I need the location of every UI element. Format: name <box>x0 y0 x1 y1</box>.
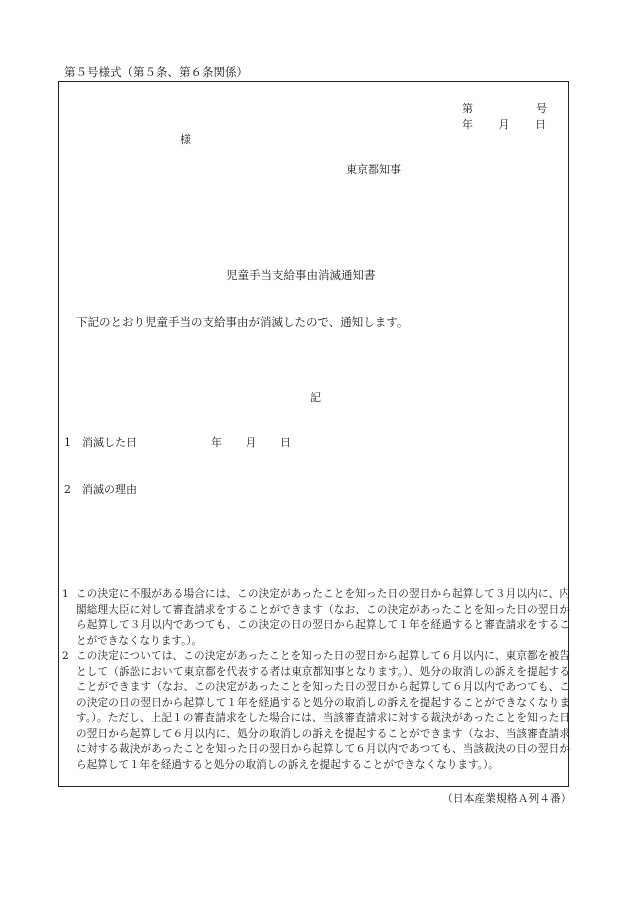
issue-date-day: 日 <box>535 118 546 131</box>
appeal-notes <box>62 587 570 773</box>
item-extinction-reason <box>64 481 137 497</box>
paper-standard-note: （日本産業規格Ａ列４番） <box>442 792 572 805</box>
issue-date-year: 年 <box>462 118 473 131</box>
issue-date <box>462 116 546 132</box>
extinction-date-month: 月 <box>245 436 257 449</box>
issuer: 東京都知事 <box>346 163 401 176</box>
extinction-date-year: 年 <box>211 436 222 449</box>
document-title: 児童手当支給事由消滅通知書 <box>226 268 376 282</box>
item-number: 1 <box>64 436 71 449</box>
document-number-prefix: 第 <box>462 102 473 115</box>
body-text: 下記のとおり児童手当の支給事由が消滅したので、通知します。 <box>76 315 409 329</box>
form-label: 第５号様式（第５条、第６条関係） <box>64 65 248 79</box>
issue-date-month: 月 <box>498 118 510 131</box>
extinction-date-value <box>211 434 291 450</box>
item-label: 消滅の理由 <box>82 483 137 496</box>
note-item <box>62 587 570 649</box>
note-text: この決定については、この決定があったことを知った日の翌日から起算して６月以内に、東京都を被告として（訴訟において東京都を代表する者は東京都知事となります。）、処分の取消しの訴えを提起することができます（なお、この決定があったことを知った日の翌日から起算して６月以内であつても、この決定の日の翌日から起算して１年を経過すると処分の取消しの訴えを提起することができなくなります。）。ただし、上記１の審査請求をした場合には、当該審査請求に対する裁決があったことを知った日の翌日から起算して６月以内に、処分の取消しの訴えを提起することができます（なお、当該審査請求に対する裁決があったことを知った日の翌日から起算して６月以内であつても、当該裁決の日の翌日から起算して１年を経過すると処分の取消しの訴えを提起することができなくなります。）。 <box>76 650 570 771</box>
note-number: 2 <box>62 650 69 662</box>
document-number-suffix: 号 <box>536 102 547 115</box>
note-item <box>62 649 570 773</box>
item-extinction-date <box>64 434 137 450</box>
note-text: この決定に不服がある場合には、この決定があったことを知った日の翌日から起算して３月以内に、内閣総理大臣に対して審査請求をすることができます（なお、この決定があったことを知った日の翌日から起算して３月以内であつても、この決定の日の翌日から起算して１年を経過すると審査請求をすることができなくなります。）。 <box>76 588 570 647</box>
ki-heading: 記 <box>310 391 321 404</box>
item-label: 消滅した日 <box>82 436 137 449</box>
extinction-date-day: 日 <box>280 436 291 449</box>
item-number: 2 <box>64 483 71 496</box>
note-number: 1 <box>62 588 69 600</box>
addressee-honorific: 様 <box>180 133 191 146</box>
